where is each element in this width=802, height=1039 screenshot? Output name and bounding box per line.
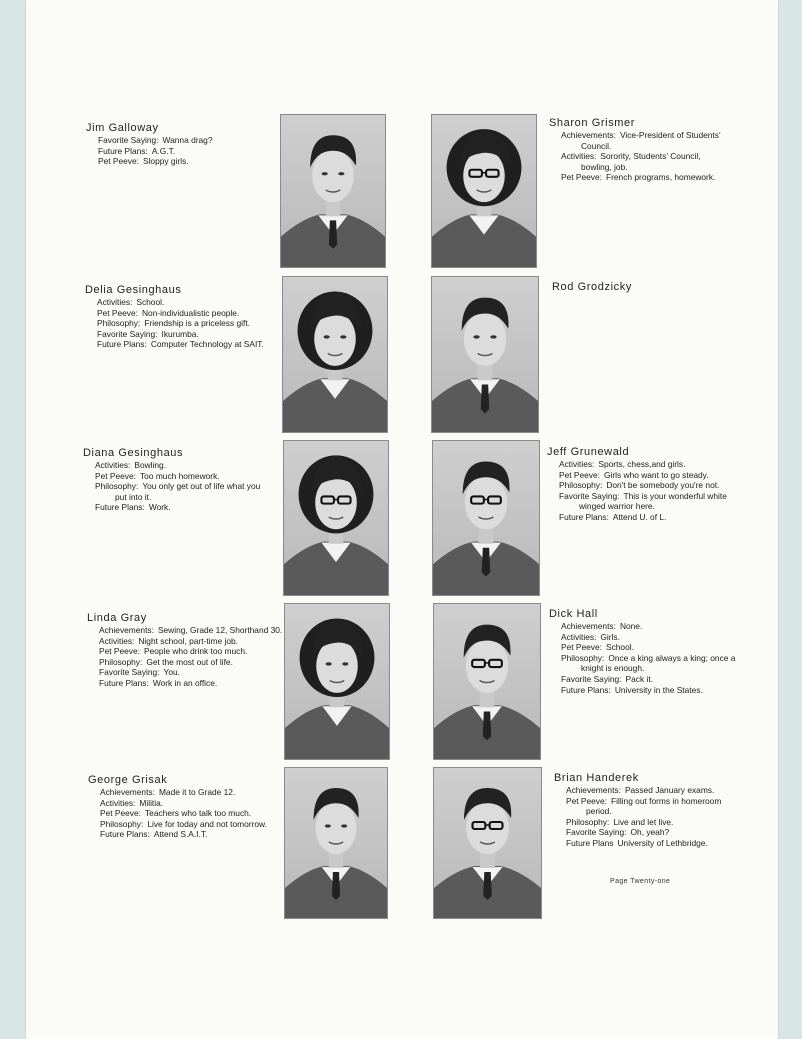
detail-line [99, 636, 282, 647]
detail-value: Pack it. [625, 673, 653, 684]
detail-label: Future Plans: [95, 502, 145, 513]
detail-value: Attend S.A.I.T. [153, 829, 208, 840]
detail-label: Pet Peeve: [100, 808, 141, 819]
detail-label: Pet Peeve: [99, 646, 140, 657]
page-number: Page Twenty-one [610, 878, 671, 885]
portrait-photo [284, 603, 390, 760]
student-name: Jim Galloway [86, 122, 159, 134]
student-details [88, 787, 267, 840]
detail-value: A.G.T. [151, 145, 176, 156]
detail-label: Future Plans: [561, 684, 611, 695]
detail-label: Pet Peeve: [95, 470, 136, 481]
detail-label: Activities: [99, 635, 135, 646]
detail-label: Future Plans: [559, 511, 609, 522]
portrait-image [281, 115, 385, 267]
portrait-image [434, 604, 540, 759]
detail-label: Philosophy: [559, 480, 603, 491]
detail-label: Pet Peeve: [566, 795, 607, 806]
detail-value: put into it. [115, 491, 152, 502]
portrait-image [434, 768, 541, 918]
detail-value: Bowling. [134, 460, 167, 470]
detail-line [99, 657, 282, 668]
detail-value: Live for today and not tomorrow. [147, 818, 267, 829]
portrait-photo [284, 767, 388, 919]
detail-line [561, 632, 735, 643]
detail-line [95, 502, 260, 513]
detail-line [95, 471, 260, 482]
detail-label: Achievements: [100, 787, 155, 797]
detail-line [559, 501, 727, 512]
detail-value: bowling, job. [581, 161, 628, 172]
detail-line [561, 653, 735, 664]
detail-value: Once a king always a king; once a [608, 652, 736, 663]
detail-line [559, 512, 727, 523]
detail-line [97, 329, 264, 340]
detail-line [561, 674, 735, 685]
detail-value: Sloppy girls. [142, 156, 189, 167]
detail-value: Vice-President of Students' [619, 130, 721, 140]
detail-value: Passed January exams. [624, 785, 715, 795]
detail-line [98, 156, 213, 167]
detail-line [97, 339, 264, 350]
detail-label: Activities: [561, 151, 597, 162]
detail-value: Wanna drag? [162, 135, 213, 145]
detail-value: Computer Technology at SAIT. [150, 339, 264, 350]
student-name: Sharon Grismer [549, 117, 636, 129]
student-name: George Grisak [88, 774, 168, 786]
detail-line [95, 481, 260, 492]
detail-label: Achievements: [561, 130, 616, 140]
detail-line [561, 621, 735, 632]
detail-line [97, 297, 264, 308]
detail-line [561, 172, 721, 183]
portrait-photo [431, 276, 539, 433]
detail-line [99, 667, 282, 678]
detail-line [566, 806, 721, 817]
detail-line [97, 308, 264, 319]
detail-label: Philosophy: [100, 818, 144, 829]
portrait-photo [433, 767, 542, 919]
detail-label: Favorite Saying: [97, 328, 158, 339]
detail-value: University of Lethbridge. [617, 837, 708, 848]
detail-line [95, 492, 260, 503]
portrait-image [432, 277, 538, 432]
entry-text [83, 447, 260, 513]
detail-label: Favorite Saying: [561, 673, 622, 684]
detail-value: Sorority, Students' Council, [600, 151, 701, 162]
student-name: Linda Gray [87, 612, 147, 624]
detail-line [100, 819, 267, 830]
portrait-image [285, 768, 387, 918]
detail-line [566, 838, 721, 849]
detail-value: School. [605, 642, 634, 653]
detail-value: Friendship is a priceless gift. [144, 318, 250, 329]
detail-label: Philosophy: [95, 481, 139, 492]
detail-line [559, 459, 727, 470]
detail-label: Favorite Saying: [98, 135, 159, 145]
entry-text [85, 284, 264, 350]
detail-label: Favorite Saying: [99, 667, 160, 678]
detail-label: Philosophy: [99, 656, 143, 667]
detail-label: Activities: [559, 459, 595, 469]
student-name: Rod Grodzicky [552, 281, 632, 293]
student-details [85, 297, 264, 350]
detail-value: Don't be somebody you're not. [606, 480, 720, 491]
portrait-image [284, 441, 388, 595]
detail-line [566, 796, 721, 807]
student-details [549, 621, 735, 695]
detail-value: Attend U. of L. [612, 511, 667, 522]
detail-value: None. [619, 621, 643, 631]
detail-label: Achievements: [561, 621, 616, 631]
student-details [547, 459, 727, 523]
detail-line [561, 685, 735, 696]
student-name: Brian Handerek [554, 772, 639, 784]
detail-line [561, 663, 735, 674]
detail-label: Achievements: [99, 625, 154, 635]
entry-text [88, 774, 267, 840]
student-name: Diana Gesinghaus [83, 447, 184, 459]
student-details [86, 135, 213, 167]
detail-label: Pet Peeve: [98, 156, 139, 167]
detail-value: period. [586, 806, 612, 817]
detail-value: School. [136, 297, 165, 307]
detail-line [566, 785, 721, 796]
detail-value: Live and let live. [613, 816, 674, 827]
student-details [87, 625, 282, 689]
detail-label: Future Plans [566, 837, 614, 848]
entry-text [552, 281, 632, 294]
yearbook-page [26, 0, 778, 1039]
detail-line [95, 460, 260, 471]
entry-text [547, 446, 727, 523]
detail-line [559, 491, 727, 502]
detail-value: This is your wonderful white [623, 490, 727, 501]
portrait-image [285, 604, 389, 759]
detail-value: Filling out forms in homeroom [610, 795, 722, 806]
detail-label: Pet Peeve: [97, 307, 138, 318]
detail-line [566, 827, 721, 838]
detail-value: Girls. [600, 631, 620, 642]
detail-line [97, 318, 264, 329]
detail-label: Future Plans: [99, 677, 149, 688]
detail-value: Teachers who talk too much. [144, 808, 252, 819]
detail-value: People who drink too much. [143, 646, 248, 657]
detail-line [99, 678, 282, 689]
detail-label: Pet Peeve: [559, 469, 600, 480]
portrait-image [283, 277, 387, 432]
student-details [83, 460, 260, 513]
detail-line [561, 130, 721, 141]
entry-text [549, 117, 721, 183]
detail-value: Non-individualistic people. [141, 307, 240, 318]
detail-value: Too much homework. [139, 470, 220, 481]
detail-label: Activities: [97, 297, 133, 307]
detail-value: Sports, chess,and girls. [598, 459, 686, 469]
student-name: Jeff Grunewald [547, 446, 630, 458]
detail-label: Future Plans: [98, 145, 148, 156]
student-name: Delia Gesinghaus [85, 284, 182, 296]
entry-text [549, 608, 735, 695]
portrait-photo [282, 276, 388, 433]
detail-line [561, 162, 721, 173]
detail-value: Made it to Grade 12. [158, 787, 236, 797]
detail-value: Sewing, Grade 12, Shorthand 30. [157, 625, 283, 635]
detail-value: University in the States. [614, 684, 703, 695]
detail-label: Favorite Saying: [566, 827, 627, 838]
detail-label: Pet Peeve: [561, 642, 602, 653]
detail-line [100, 798, 267, 809]
detail-value: You. [163, 667, 180, 678]
detail-line [100, 787, 267, 798]
detail-label: Activities: [100, 797, 136, 808]
detail-line [559, 470, 727, 481]
portrait-photo [431, 114, 537, 268]
detail-value: Work in an office. [152, 677, 218, 688]
detail-label: Activities: [95, 460, 131, 470]
student-name: Dick Hall [549, 608, 598, 620]
detail-value: Work. [148, 502, 171, 513]
entry-text [87, 612, 282, 689]
detail-value: Council. [581, 140, 612, 151]
detail-line [98, 146, 213, 157]
detail-line [99, 646, 282, 657]
detail-value: Oh, yeah? [630, 827, 670, 838]
detail-label: Philosophy: [566, 816, 610, 827]
detail-line [561, 151, 721, 162]
detail-label: Favorite Saying: [559, 490, 620, 501]
entry-text [554, 772, 721, 849]
detail-line [566, 817, 721, 828]
detail-value: Get the most out of life. [146, 656, 233, 667]
detail-value: winged warrior here. [579, 501, 655, 512]
student-details [554, 785, 721, 849]
detail-value: knight is enough. [581, 663, 645, 674]
detail-value: Ikurumba. [161, 328, 199, 339]
detail-value: You only get out of life what you [142, 481, 261, 492]
detail-label: Activities: [561, 631, 597, 642]
detail-label: Future Plans: [97, 339, 147, 350]
detail-label: Achievements: [566, 785, 621, 795]
detail-value: Girls who want to go steady. [603, 469, 709, 480]
portrait-photo [433, 603, 541, 760]
portrait-image [432, 115, 536, 267]
detail-line [98, 135, 213, 146]
detail-line [100, 808, 267, 819]
detail-label: Future Plans: [100, 829, 150, 840]
detail-line [99, 625, 282, 636]
detail-line [561, 141, 721, 152]
portrait-photo [280, 114, 386, 268]
detail-label: Philosophy: [561, 652, 605, 663]
detail-value: Night school, part-time job. [138, 635, 238, 646]
portrait-photo [432, 440, 540, 596]
portrait-photo [283, 440, 389, 596]
entry-text [86, 122, 213, 167]
detail-value: Militia. [139, 797, 164, 808]
detail-label: Pet Peeve: [561, 172, 602, 183]
student-details [549, 130, 721, 183]
detail-line [100, 829, 267, 840]
detail-line [561, 642, 735, 653]
detail-line [559, 480, 727, 491]
portrait-image [433, 441, 539, 595]
detail-value: French programs, homework. [605, 172, 716, 183]
detail-label: Philosophy: [97, 318, 141, 329]
